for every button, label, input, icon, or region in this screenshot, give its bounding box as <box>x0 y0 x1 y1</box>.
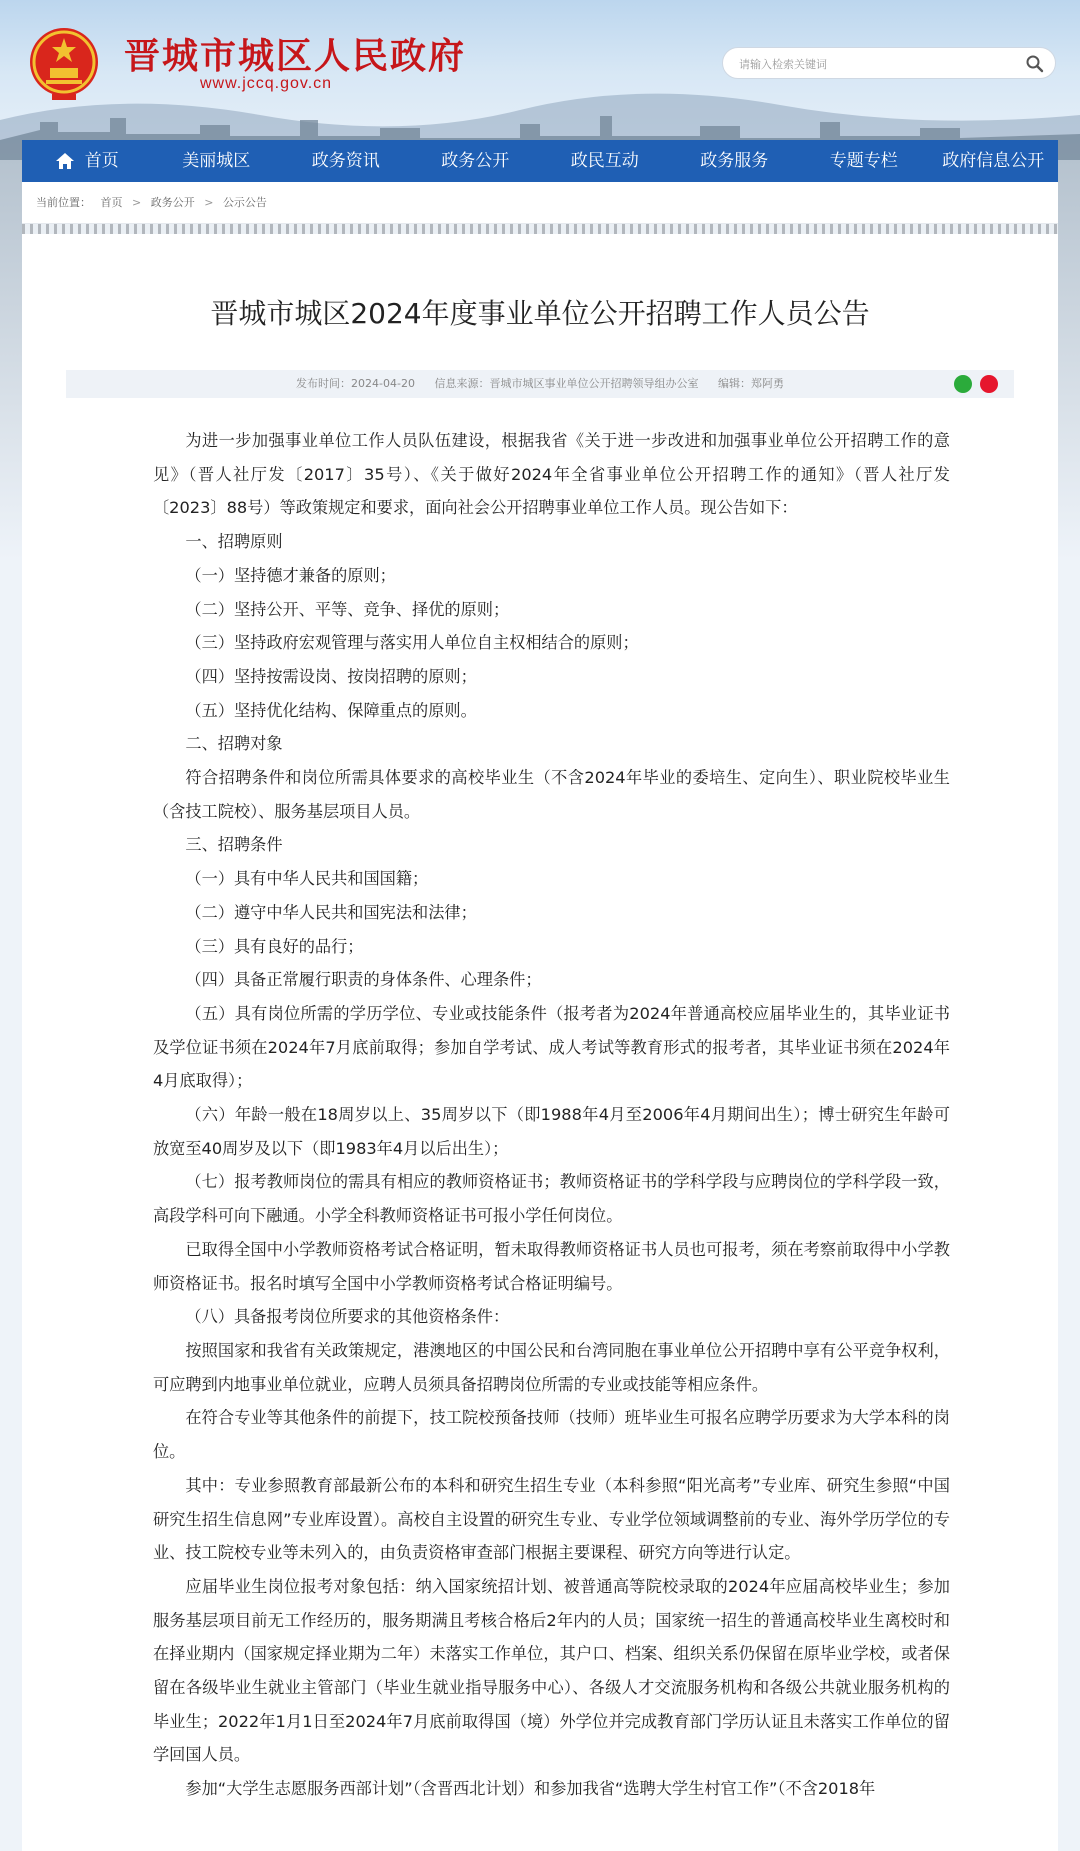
article-paragraph: （三）具有良好的品行； <box>185 936 364 956</box>
editor: 编辑：郑阿勇 <box>717 377 784 390</box>
site-banner <box>0 0 1080 160</box>
nav-item-label: 政民互动 <box>570 151 639 171</box>
article-paragraph: 在符合专业等其他条件的前提下，技工院校预备技师（技师）班毕业生可报名应聘学历要求为大学本科的岗位。 <box>153 1408 950 1462</box>
breadcrumb <box>22 182 1058 224</box>
article-paragraph: （一）坚持德才兼备的原则； <box>185 565 396 585</box>
nav-item-gov-news[interactable] <box>281 140 411 182</box>
breadcrumb-item-gov-open[interactable]: 政务公开 <box>150 196 195 209</box>
breadcrumb-prefix: 当前位置： <box>36 196 91 209</box>
nav-item-label: 政务公开 <box>441 151 510 171</box>
article-paragraph: 二、招聘对象 <box>185 734 283 754</box>
article-paragraph: （四）具备正常履行职责的身体条件、心理条件； <box>185 970 542 990</box>
article-card <box>22 234 1058 1851</box>
nav-item-gov-service[interactable] <box>670 140 800 182</box>
article-meta <box>66 370 1014 398</box>
nav-item-interaction[interactable] <box>540 140 670 182</box>
article-paragraph: （五）坚持优化结构、保障重点的原则。 <box>185 700 477 720</box>
side-decoration-left <box>0 160 22 560</box>
breadcrumb-separator: > <box>204 196 214 209</box>
share-buttons <box>954 375 998 393</box>
breadcrumb-separator: > <box>132 196 142 209</box>
article-paragraph: （四）坚持按需设岗、按岗招聘的原则； <box>185 666 477 686</box>
article-paragraph: 应届毕业生岗位报考对象包括：纳入国家统招计划、被普通高等院校录取的2024年应届高校毕业生；参加服务基层项目前无工作经历的，服务期满且考核合格后2年内的人员；国家统一招生的普通高校毕业生离校时和在择业期内（国家规定择业期为二年）未落实工作单位，其户口、档案、组织关系仍保留在原毕业学校，或者保留在各级毕业生就业主管部门（毕业生就业指导服务中心）、各级人才交流服务机构和各级公共就业服务机构的毕业生；2022年1月1日至2024年7月底前取得国（境）外学位并完成教育部门学历认证且未落实工作单位的留学回国人员。 <box>153 1576 950 1765</box>
publish-date: 发布时间：2024-04-20 <box>296 377 415 390</box>
weibo-share-icon[interactable] <box>980 375 998 393</box>
nav-item-label: 政务资讯 <box>311 151 380 171</box>
site-url: www.jccq.gov.cn <box>200 75 333 92</box>
article-paragraph: 参加“大学生志愿服务西部计划”（含晋西北计划）和参加我省“选聘大学生村官工作”（不含2018年 <box>185 1779 876 1799</box>
article-paragraph: （六）年龄一般在18周岁以上、35周岁以下（即1988年4月至2006年4月期间出生）；博士研究生年龄可放宽至40周岁及以下（即1983年4月以后出生）； <box>153 1105 950 1158</box>
site-title: 晋城市城区人民政府 <box>124 35 467 77</box>
nav-item-label: 政府信息公开 <box>942 151 1045 171</box>
article-paragraph: 已取得全国中小学教师资格考试合格证明，暂未取得教师资格证书人员也可报考，须在考察前取得中小学教师资格证书。报名时填写全国中小学教师资格考试合格证明编号。 <box>153 1239 950 1293</box>
wechat-share-icon[interactable] <box>954 375 972 393</box>
article-paragraph: 按照国家和我省有关政策规定，港澳地区的中国公民和台湾同胞在事业单位公开招聘中享有公平竞争权利，可应聘到内地事业单位就业，应聘人员须具备招聘岗位所需的专业或技能等相应条件。 <box>153 1340 950 1394</box>
side-decoration-right <box>1058 160 1080 560</box>
breadcrumb-item-home[interactable]: 首页 <box>100 196 123 209</box>
home-icon <box>55 151 75 171</box>
article-paragraph: 为进一步加强事业单位工作人员队伍建设，根据我省《关于进一步改进和加强事业单位公开招聘工作的意见》（晋人社厅发〔2017〕35号）、《关于做好2024年全省事业单位公开招聘工作的通知》（晋人社厅发〔2023〕88号）等政策规定和要求，面向社会公开招聘事业单位工作人员。现公告如下： <box>153 431 950 518</box>
info-source: 信息来源：晋城市城区事业单位公开招聘领导组办公室 <box>434 377 699 390</box>
nav-item-gov-open[interactable] <box>411 140 541 182</box>
nav-item-label: 专题专栏 <box>829 151 898 171</box>
national-emblem-icon <box>26 24 102 104</box>
article-paragraph: （二）遵守中华人民共和国宪法和法律； <box>185 902 477 922</box>
nav-item-info-disclosure[interactable] <box>929 140 1059 182</box>
article-paragraph: 三、招聘条件 <box>185 835 283 855</box>
article-paragraph: （五）具有岗位所需的学历学位、专业或技能条件（报考者为2024年普通高校应届毕业生的，其毕业证书及学位证书须在2024年7月底前取得；参加自学考试、成人考试等教育形式的报考者，其毕业证书须在2024年4月底取得）； <box>153 1003 950 1091</box>
article-paragraph: （一）具有中华人民共和国国籍； <box>185 869 429 889</box>
article-paragraph: （二）坚持公开、平等、竞争、择优的原则； <box>185 599 510 619</box>
nav-item-home[interactable] <box>22 140 152 182</box>
article-paragraph: 符合招聘条件和岗位所需具体要求的高校毕业生（不含2024年毕业的委培生、定向生）、职业院校毕业生（含技工院校）、服务基层项目人员。 <box>153 768 950 821</box>
article-body <box>153 424 950 1806</box>
main-nav <box>22 140 1058 182</box>
breadcrumb-item-notices[interactable]: 公示公告 <box>222 196 267 209</box>
nav-item-label: 首页 <box>84 151 119 171</box>
article-paragraph: 一、招聘原则 <box>185 532 283 552</box>
search-box <box>722 47 1056 79</box>
nav-item-beautiful-district[interactable] <box>152 140 282 182</box>
search-icon[interactable] <box>1025 54 1045 74</box>
nav-item-special-column[interactable] <box>799 140 929 182</box>
article-paragraph: （三）坚持政府宏观管理与落实用人单位自主权相结合的原则； <box>185 633 639 653</box>
article-paragraph: （七）报考教师岗位的需具有相应的教师资格证书；教师资格证书的学科学段与应聘岗位的学科学段一致，高段学科可向下融通。小学全科教师资格证书可报小学任何岗位。 <box>153 1172 950 1226</box>
article-title: 晋城市城区2024年度事业单位公开招聘工作人员公告 <box>210 297 870 330</box>
nav-item-label: 政务服务 <box>700 151 769 171</box>
search-input[interactable] <box>739 54 1009 74</box>
nav-item-label: 美丽城区 <box>182 151 251 171</box>
article-paragraph: 其中：专业参照教育部最新公布的本科和研究生招生专业（本科参照“阳光高考”专业库、研究生参照“中国研究生招生信息网”专业库设置）。高校自主设置的研究生专业、专业学位领域调整前的专业、海外学历学位的专业、技工院校专业等未列入的，由负责资格审查部门根据主要课程、研究方向等进行认定。 <box>153 1475 950 1563</box>
decorative-divider <box>22 224 1058 234</box>
article-paragraph: （八）具备报考岗位所要求的其他资格条件： <box>185 1307 510 1327</box>
